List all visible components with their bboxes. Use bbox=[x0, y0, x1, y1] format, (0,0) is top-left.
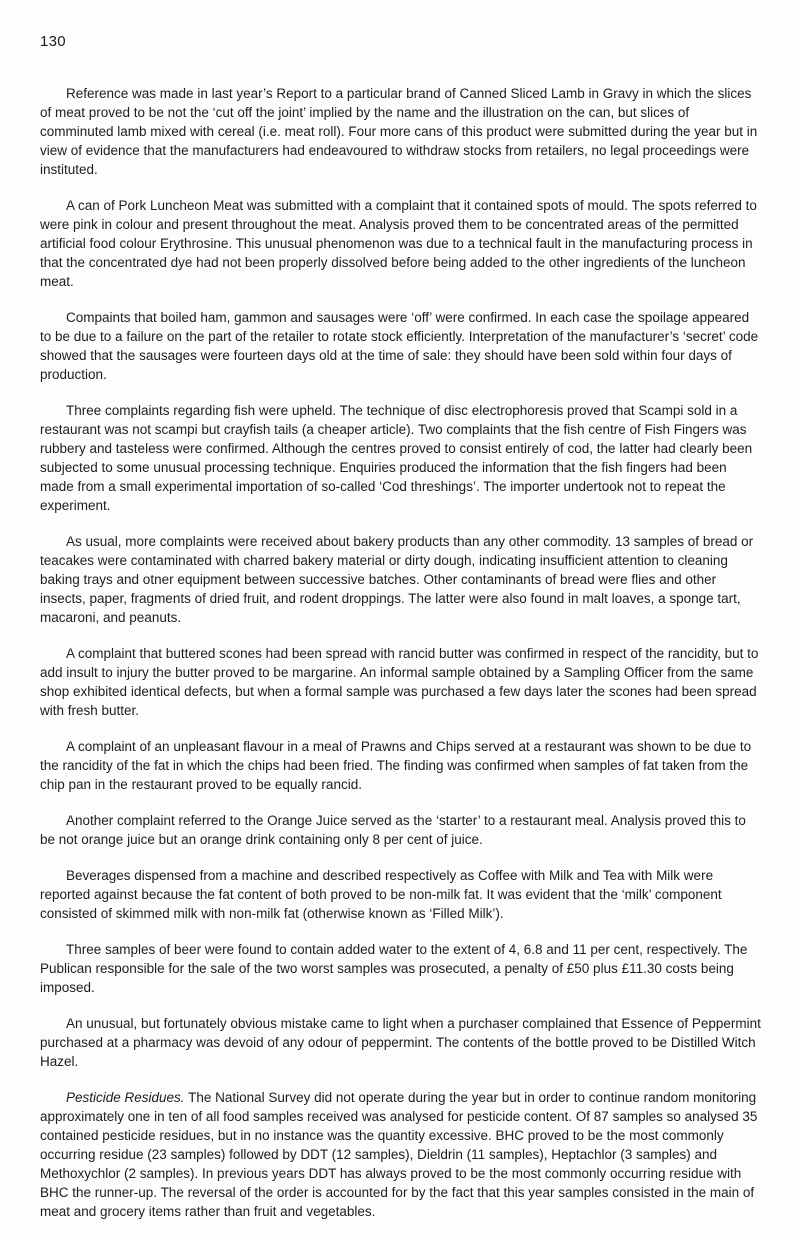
paragraph-beer-samples bbox=[40, 940, 762, 997]
paragraph-buttered-scones bbox=[40, 644, 762, 720]
paragraph-canned-lamb bbox=[40, 84, 762, 179]
page-number: 130 bbox=[40, 33, 66, 50]
paragraph-text: Three samples of beer were found to contain added water to the extent of 4, 6.8 and 11 per cent, respectively. The Publican responsible for the sale of the two worst samples was prosecuted, a penalty of £50 plus £11.30 costs being imposed. bbox=[40, 942, 748, 995]
section-heading: Pesticide Residues. bbox=[66, 1090, 185, 1105]
page-body bbox=[40, 84, 762, 1238]
paragraph-text: As usual, more complaints were received about bakery products than any other commodity. 13 samples of bread or teacakes were contaminated with charred bakery material or dirty dough, indicating insufficient attention to cleaning baking trays and otner equipment between successive batches. Other contaminants of bread were flies and other insects, paper, fragments of dried fruit, and rodent droppings. The latter were also found in malt loaves, a sponge tart, macaroni, and peanuts. bbox=[40, 534, 754, 625]
paragraph-text: Reference was made in last year’s Report to a particular brand of Canned Sliced Lamb in Gravy in which the slices of meat proved to be not the ‘cut off the joint’ implied by the name and the illustration on the can, but slices of comminuted lamb mixed with cereal (i.e. meat roll). Four more cans of this product were submitted during the year but in view of evidence that the manufacturers had endeavoured to withdraw stocks from retailers, no legal proceedings were instituted. bbox=[40, 86, 758, 177]
paragraph-pesticide-residues bbox=[40, 1088, 762, 1221]
paragraph-text: A can of Pork Luncheon Meat was submitted with a complaint that it contained spots of mould. The spots referred to were pink in colour and present throughout the meat. Analysis proved them to be concentrated areas of the permitted artificial food colour Erythrosine. This unusual phenomenon was due to a technical fault in the manufacturing process in that the concentrated dye had not been properly dissolved before being added to the other ingredients of the luncheon meat. bbox=[40, 198, 757, 289]
paragraph-text: Compaints that boiled ham, gammon and sausages were ‘off’ were confirmed. In each case the spoilage appeared to be due to a failure on the part of the retailer to rotate stock efficiently. Interpretation of the manufacturer’s ‘secret’ code showed that the sausages were fourteen days old at the time of sale: they should have been sold within four days of production. bbox=[40, 310, 759, 382]
paragraph-text: The National Survey did not operate during the year but in order to continue random monitoring approximately one in ten of all food samples received was analysed for pesticide content. Of 87 samples so analysed 35 contained pesticide residues, but in no instance was the quantity excessive. BHC proved to be the most commonly occurring residue (23 samples) followed by DDT (12 samples), Dieldrin (11 samples), Heptachlor (3 samples) and Methoxychlor (2 samples). In previous years DDT has always proved to be the most commonly occurring residue with BHC the runner-up. The reversal of the order is accounted for by the fact that this year samples consisted in the main of meat and grocery items rather than fruit and vegetables. bbox=[40, 1090, 758, 1219]
paragraph-prawns-chips bbox=[40, 737, 762, 794]
paragraph-bakery-products bbox=[40, 532, 762, 627]
paragraph-text: Another complaint referred to the Orange Juice served as the ‘starter’ to a restaurant meal. Analysis proved this to be not orange juice but an orange drink containing only 8 per cent of juice. bbox=[40, 813, 746, 847]
paragraph-ham-sausages bbox=[40, 308, 762, 384]
paragraph-text: A complaint that buttered scones had been spread with rancid butter was confirmed in respect of the rancidity, but to add insult to injury the butter proved to be margarine. An informal sample obtained by a Sampling Officer from the same shop exhibited identical defects, but when a formal sample was purchased a few days later the scones had been spread with fresh butter. bbox=[40, 646, 759, 718]
paragraph-text: Beverages dispensed from a machine and described respectively as Coffee with Milk and Tea with Milk were reported against because the fat content of both proved to be non-milk fat. It was evident that the ‘milk’ component consisted of skimmed milk with non-milk fat (otherwise known as ‘Filled Milk’). bbox=[40, 868, 722, 921]
paragraph-pork-luncheon-meat bbox=[40, 196, 762, 291]
paragraph-beverages bbox=[40, 866, 762, 923]
paragraph-orange-juice bbox=[40, 811, 762, 849]
paragraph-fish-complaints bbox=[40, 401, 762, 515]
paragraph-text: A complaint of an unpleasant flavour in a meal of Prawns and Chips served at a restaurant was shown to be due to the rancidity of the fat in which the chips had been fried. The finding was confirmed when samples of fat taken from the chip pan in the restaurant proved to be equally rancid. bbox=[40, 739, 752, 792]
paragraph-text: An unusual, but fortunately obvious mistake came to light when a purchaser complained that Essence of Peppermint purchased at a pharmacy was devoid of any odour of peppermint. The contents of the bottle proved to be Distilled Witch Hazel. bbox=[40, 1016, 761, 1069]
paragraph-peppermint bbox=[40, 1014, 762, 1071]
paragraph-text: Three complaints regarding fish were upheld. The technique of disc electrophoresis proved that Scampi sold in a restaurant was not scampi but crayfish tails (a cheaper article). Two complaints that the fish centre of Fish Fingers was rubbery and tasteless were confirmed. Although the centres proved to consist entirely of cod, the latter had clearly been subjected to some unusual processing technique. Enquiries produced the information that the fish fingers had been made from a small experimental importation of so-called ‘Cod threshings’. The importer undertook not to repeat the experiment. bbox=[40, 403, 753, 513]
